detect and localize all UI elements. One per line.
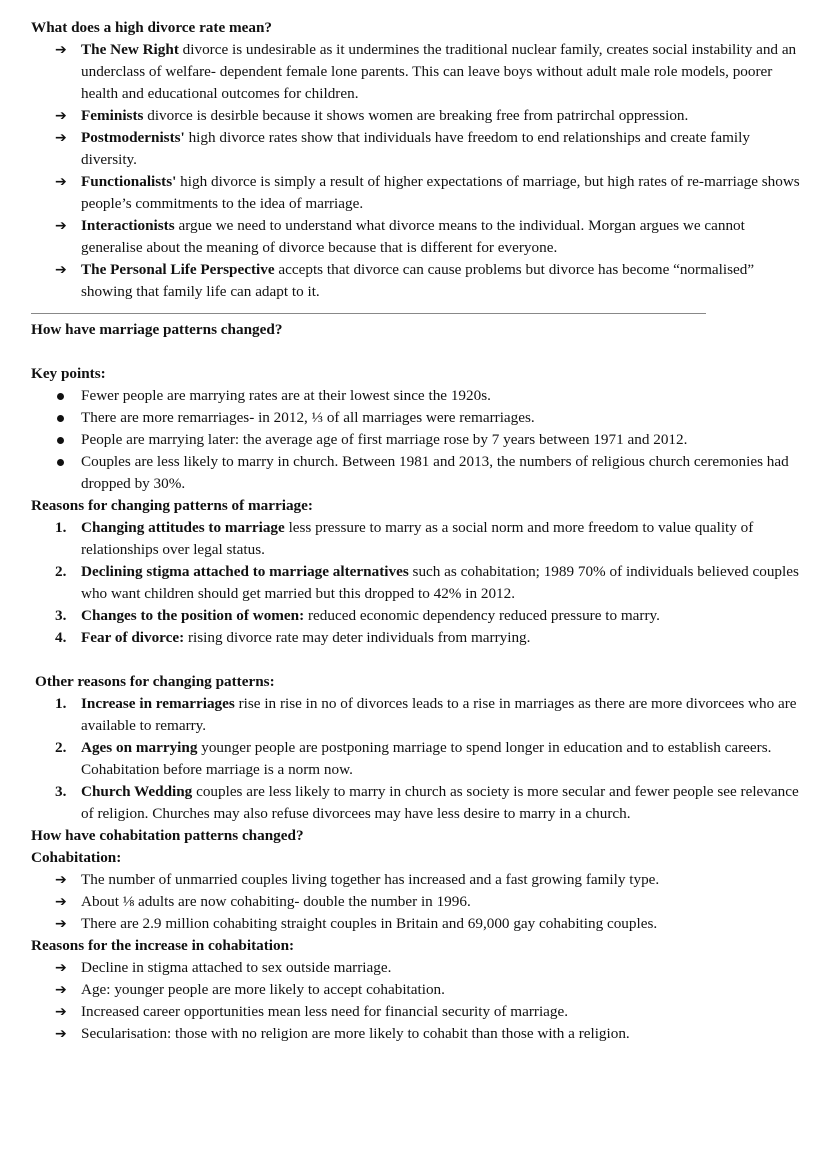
horizontal-divider bbox=[31, 313, 706, 314]
marriage-heading: How have marriage patterns changed? bbox=[31, 321, 283, 338]
list-item: ➔ About ⅛ adults are now cohabiting- double the number in 1996. bbox=[31, 891, 801, 913]
key-points-list bbox=[31, 385, 801, 495]
list-item: ➔ The number of unmarried couples living together has increased and a fast growing family type. bbox=[31, 869, 801, 891]
document bbox=[31, 17, 801, 1045]
arrow-icon: ➔ bbox=[55, 130, 67, 146]
list-item: ➔ Postmodernists' high divorce rates show that individuals have freedom to end relationships and create family diversity. bbox=[55, 129, 750, 168]
arrow-icon: ➔ bbox=[55, 108, 67, 124]
list-item: ➔ There are 2.9 million cohabiting straight couples in Britain and 69,000 gay cohabiting couples. bbox=[31, 913, 801, 935]
cohabitation-heading: How have cohabitation patterns changed? bbox=[31, 827, 304, 844]
marriage-reasons-list bbox=[31, 517, 801, 649]
arrow-icon: ➔ bbox=[55, 894, 67, 910]
cohabitation-subheading: Cohabitation: bbox=[31, 849, 122, 866]
cohabitation-reasons-heading: Reasons for the increase in cohabitation: bbox=[31, 937, 295, 954]
list-item: There are more remarriages- in 2012, ⅓ of all marriages were remarriages. bbox=[31, 407, 801, 429]
cohabitation-reasons-list bbox=[31, 957, 801, 1045]
list-item: 1. Changing attitudes to marriage less pressure to marry as a social norm and more freedom to value quality of relationships over legal status. bbox=[55, 519, 754, 558]
list-item: ➔ Feminists divorce is desirble because it shows women are breaking free from patrirchal oppression. bbox=[31, 105, 801, 127]
marriage-reasons-heading: Reasons for changing patterns of marriage: bbox=[31, 497, 313, 514]
list-item: 3. Changes to the position of women: reduced economic dependency reduced pressure to marry. bbox=[55, 607, 660, 624]
arrow-icon: ➔ bbox=[55, 218, 67, 234]
arrow-icon: ➔ bbox=[55, 916, 67, 932]
list-item: ➔ Increased career opportunities mean less need for financial security of marriage. bbox=[31, 1001, 801, 1023]
cohabitation-list bbox=[31, 869, 801, 935]
arrow-icon: ➔ bbox=[55, 262, 67, 278]
arrow-icon: ➔ bbox=[55, 1026, 67, 1042]
bullet-icon bbox=[57, 415, 64, 422]
key-points-heading: Key points: bbox=[31, 365, 106, 382]
list-item: ➔ Decline in stigma attached to sex outside marriage. bbox=[31, 957, 801, 979]
list-item: 2. Ages on marrying younger people are postponing marriage to spend longer in education and to establish careers. Cohabitation before marriage is a norm now. bbox=[55, 739, 772, 778]
arrow-icon: ➔ bbox=[55, 1004, 67, 1020]
bullet-icon bbox=[57, 459, 64, 466]
list-item: ➔ The Personal Life Perspective accepts that divorce can cause problems but divorce has become “normalised” showing that family life can adapt to it. bbox=[55, 261, 755, 300]
arrow-icon: ➔ bbox=[55, 960, 67, 976]
arrow-icon: ➔ bbox=[55, 982, 67, 998]
list-item: 4. Fear of divorce: rising divorce rate may deter individuals from marrying. bbox=[55, 629, 531, 646]
arrow-icon: ➔ bbox=[55, 872, 67, 888]
list-item: 2. Declining stigma attached to marriage alternatives such as cohabitation; 1989 70% of individuals believed couples who want children should get married but this dropped to 42% in 2012. bbox=[55, 563, 799, 602]
list-item: ➔ Secularisation: those with no religion are more likely to cohabit than those with a religion. bbox=[31, 1023, 801, 1045]
arrow-icon: ➔ bbox=[55, 42, 67, 58]
list-item: 1. Increase in remarriages rise in rise in no of divorces leads to a rise in marriages as there are more divorcees who are available to remarry. bbox=[55, 695, 797, 734]
list-item: Couples are less likely to marry in church. Between 1981 and 2013, the numbers of religious church ceremonies had dropped by 30%. bbox=[31, 451, 801, 495]
list-item: ➔ The New Right divorce is undesirable as it undermines the traditional nuclear family, creates social instability and an underclass of welfare- dependent female lone parents. This can leave boys without adult male role models, poorer health and educational outcomes for children. bbox=[55, 41, 797, 102]
list-item: ➔ Functionalists' high divorce is simply a result of higher expectations of marriage, but high rates of re-marriage shows people’s commitments to the idea of marriage. bbox=[55, 173, 800, 212]
bullet-icon bbox=[57, 437, 64, 444]
list-item: ➔ Interactionists argue we need to understand what divorce means to the individual. Morgan argues we cannot generalise about the meaning of divorce because that is different for everyone. bbox=[55, 217, 745, 256]
list-item: ➔ Age: younger people are more likely to accept cohabitation. bbox=[31, 979, 801, 1001]
list-item: People are marrying later: the average age of first marriage rose by 7 years between 1971 and 2012. bbox=[31, 429, 801, 451]
divorce-perspectives-list bbox=[31, 39, 801, 303]
bullet-icon bbox=[57, 393, 64, 400]
list-item: Fewer people are marrying rates are at their lowest since the 1920s. bbox=[31, 385, 801, 407]
other-reasons-heading: Other reasons for changing patterns: bbox=[35, 673, 275, 690]
other-reasons-list bbox=[31, 693, 801, 825]
list-item: 3. Church Wedding couples are less likely to marry in church as society is more secular and fewer people see relevance of religion. Churches may also refuse divorcees may have less desire to marry in a church. bbox=[55, 783, 799, 822]
arrow-icon: ➔ bbox=[55, 174, 67, 190]
divorce-heading: What does a high divorce rate mean? bbox=[31, 19, 273, 36]
